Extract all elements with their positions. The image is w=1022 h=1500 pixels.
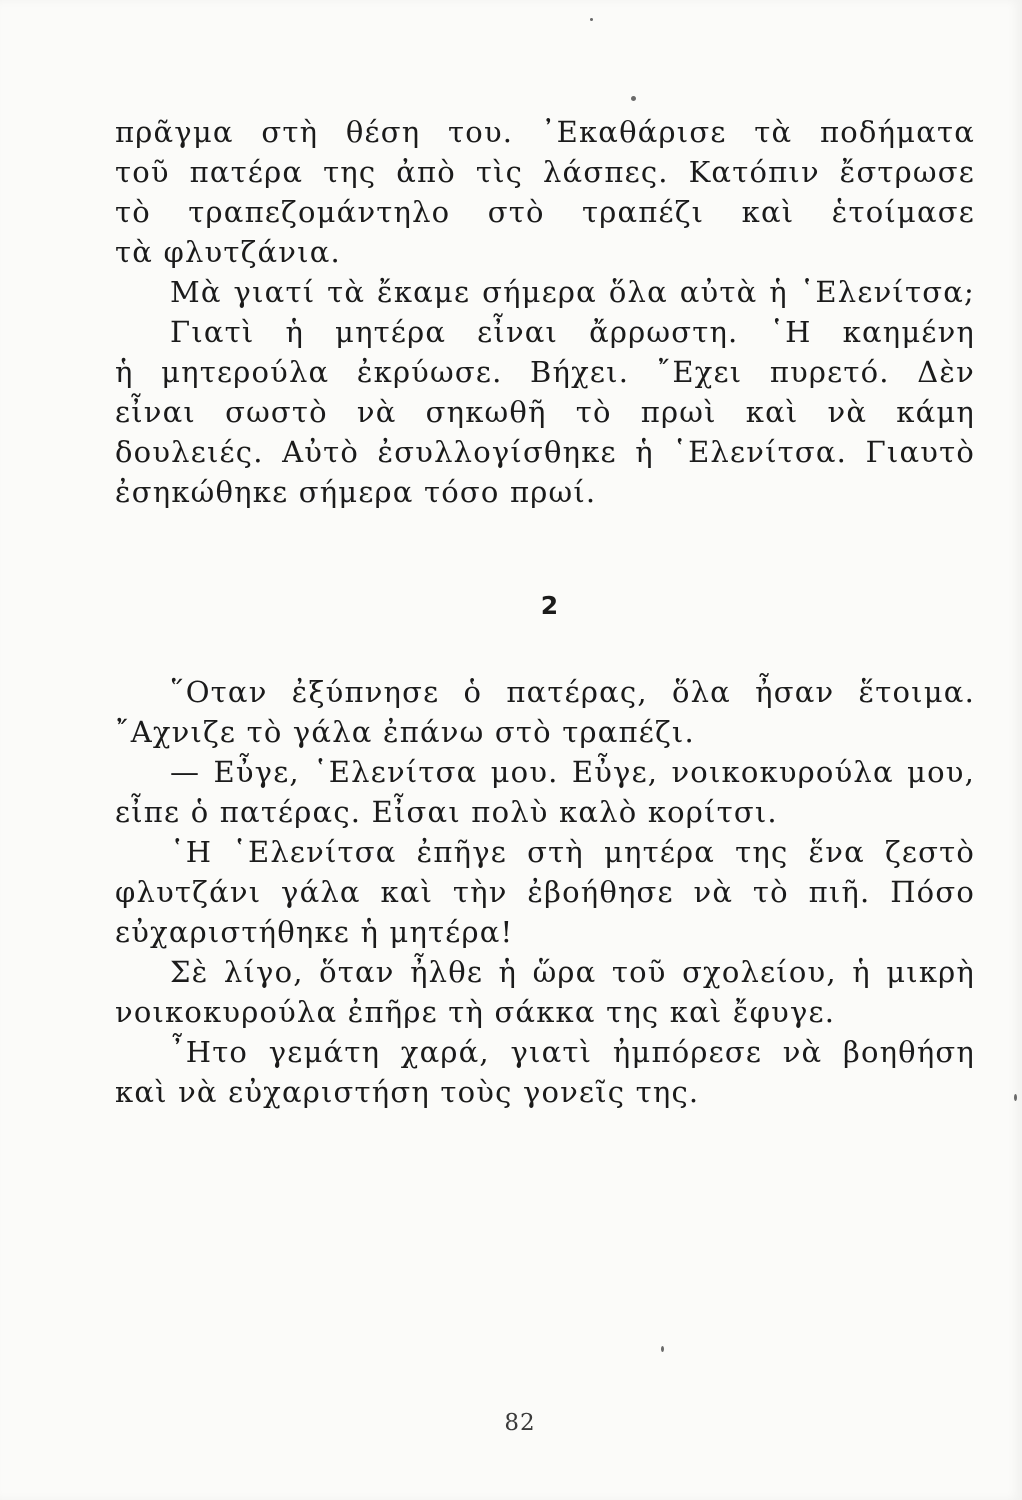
ink-speck <box>661 1346 664 1352</box>
text-line: Γιατὶ ἡ μητέρα εἶναι ἄρρωστη. ῾Η καημένη <box>170 315 975 349</box>
ink-speck <box>631 96 636 101</box>
text-line: δουλειές. Αὐτὸ ἐσυλλογίσθηκε ἡ ῾Ελενίτσα. Γιαυτὸ <box>115 435 975 469</box>
text-line: ῞Οταν ἐξύπνησε ὁ πατέρας, ὅλα ἦσαν ἕτοιμα. <box>170 675 975 709</box>
text-line: καὶ νὰ εὐχαριστήση τοὺς γονεῖς της. <box>115 1075 700 1109</box>
text-line: τοῦ πατέρα της ἀπὸ τὶς λάσπες. Κατόπιν ἔστρωσε <box>115 155 975 189</box>
section-gap <box>115 512 975 586</box>
text-line: νοικοκυρούλα ἐπῆρε τὴ σάκκα της καὶ ἔφυγε. <box>115 995 836 1029</box>
text-line: τὰ φλυτζάνια. <box>115 235 341 269</box>
text-line: ῾Η ῾Ελενίτσα ἐπῆγε στὴ μητέρα της ἕνα ζεστὸ <box>170 835 975 869</box>
text-line: πρᾶγμα στὴ θέση του. ᾿Εκαθάρισε τὰ ποδήματα <box>115 115 975 149</box>
text-line: Σὲ λίγο, ὅταν ἦλθε ἡ ὥρα τοῦ σχολείου, ἡ μικρὴ <box>170 955 975 989</box>
text-line: τὸ τραπεζομάντηλο στὸ τραπέζι καὶ ἑτοίμασε <box>115 195 975 229</box>
page-number: 82 <box>504 1410 536 1436</box>
ink-speck <box>590 18 593 21</box>
section-number: 2 <box>540 591 560 620</box>
text-line: ῏Ητο γεμάτη χαρά, γιατὶ ἠμπόρεσε νὰ βοηθήση <box>170 1035 975 1069</box>
section-gap <box>115 626 975 672</box>
text-line: εὐχαριστήθηκε ἡ μητέρα! <box>115 915 514 949</box>
text-line: ἐσηκώθηκε σήμερα τόσο πρωί. <box>115 475 597 509</box>
body-text <box>115 112 975 1112</box>
text-line: εἶναι σωστὸ νὰ σηκωθῆ τὸ πρωὶ καὶ νὰ κάμη <box>115 395 975 429</box>
text-line: ῎Αχνιζε τὸ γάλα ἐπάνω στὸ τραπέζι. <box>115 715 695 749</box>
ink-speck <box>1014 1094 1017 1101</box>
text-line: εἶπε ὁ πατέρας. Εἶσαι πολὺ καλὸ κορίτσι. <box>115 795 778 829</box>
text-line: ἡ μητερούλα ἐκρύωσε. Βήχει. ῎Εχει πυρετό. Δὲν <box>115 355 975 389</box>
text-line: Μὰ γιατί τὰ ἔκαμε σήμερα ὅλα αὐτὰ ἡ ῾Ελενίτσα; <box>170 275 975 309</box>
text-line: — Εὖγε, ῾Ελενίτσα μου. Εὖγε, νοικοκυρούλα μου, <box>170 755 975 789</box>
text-line: φλυτζάνι γάλα καὶ τὴν ἐβοήθησε νὰ τὸ πιῆ. Πόσο <box>115 875 975 909</box>
